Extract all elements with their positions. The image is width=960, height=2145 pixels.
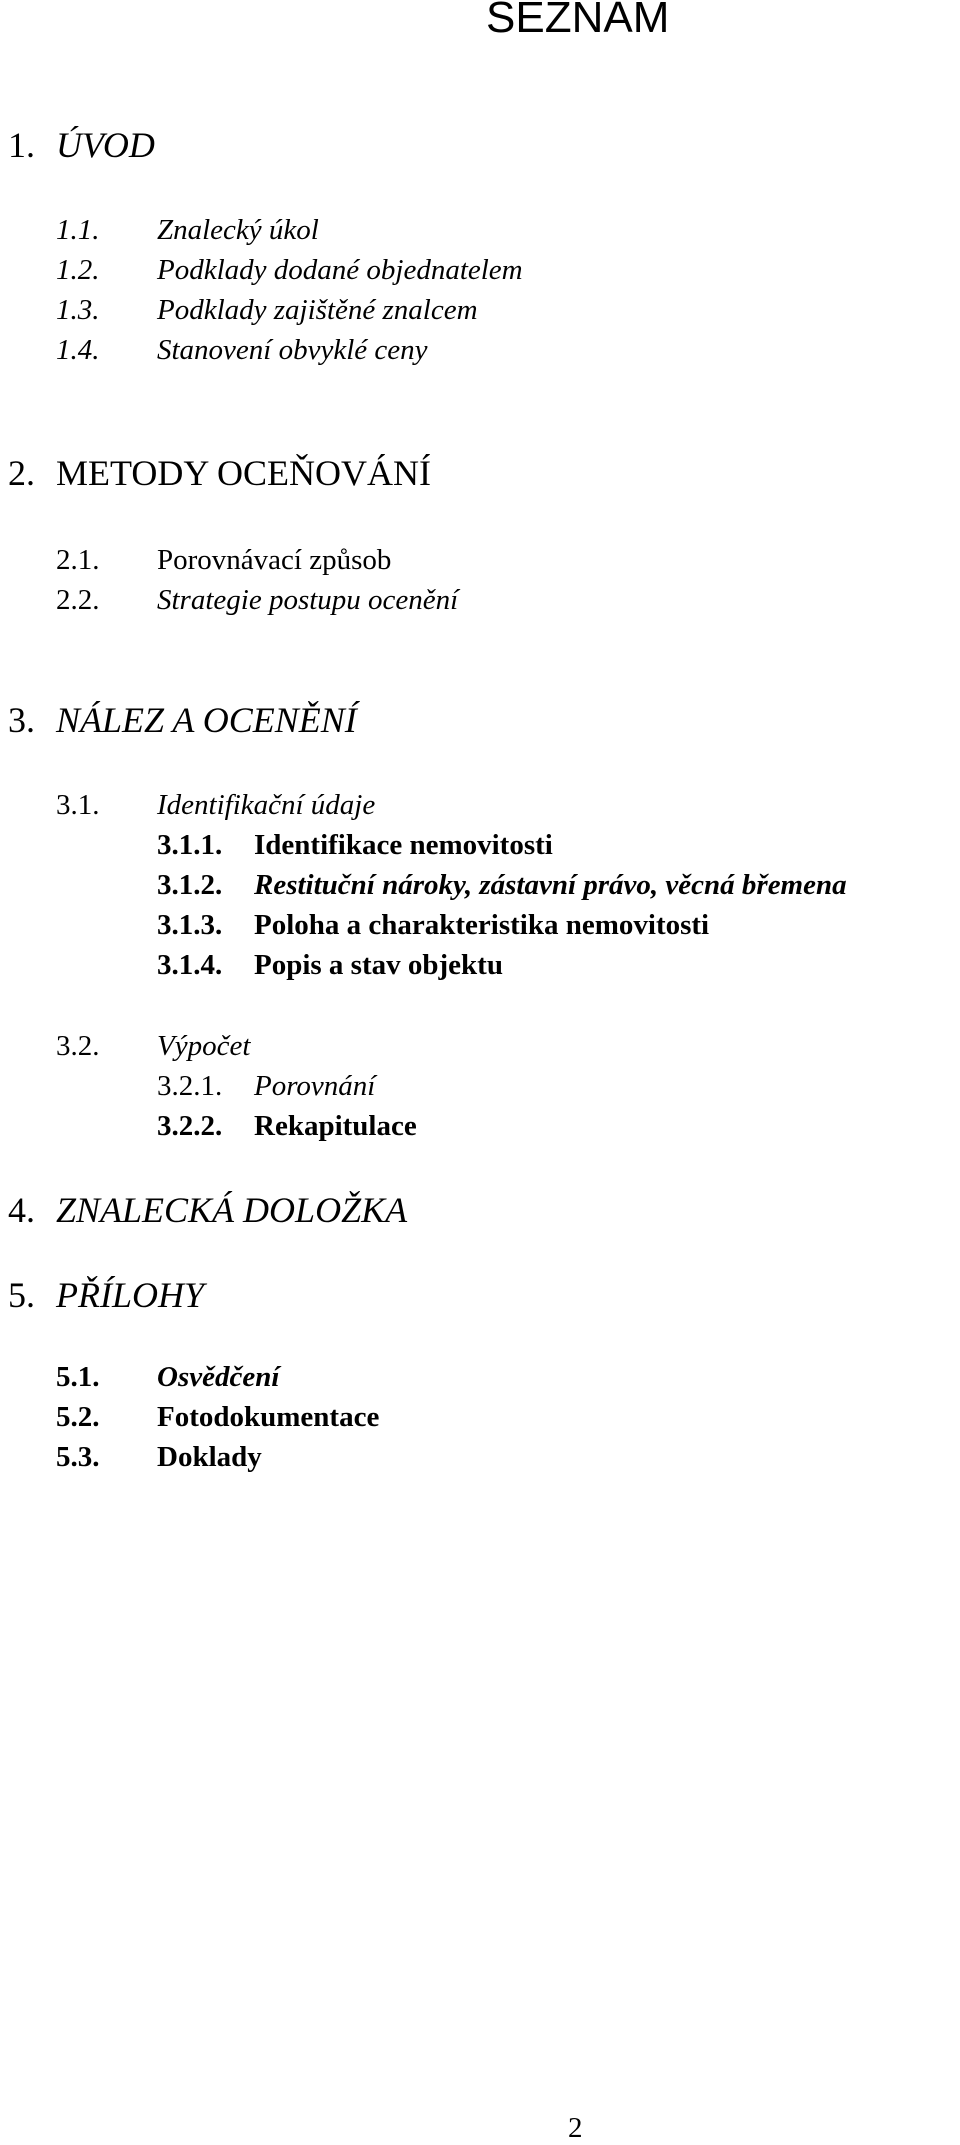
toc-number: 2. (8, 453, 35, 493)
page-title: SEZNAM (486, 0, 670, 42)
toc-number: 3.2.2. (157, 1110, 223, 1142)
toc-number: 3.1.3. (157, 909, 223, 941)
page-number: 2 (568, 2112, 583, 2144)
toc-label: ZNALECKÁ DOLOŽKA (56, 1190, 408, 1230)
toc-number: 1.3. (56, 294, 100, 326)
toc-number: 1.2. (56, 254, 100, 286)
toc-label: PŘÍLOHY (56, 1275, 205, 1315)
toc-number: 5.3. (56, 1441, 100, 1473)
toc-number: 5. (8, 1275, 35, 1315)
toc-number: 2.1. (56, 544, 100, 576)
toc-label: Identifikace nemovitosti (254, 829, 553, 861)
toc-label: Popis a stav objektu (254, 949, 503, 981)
toc-label: Osvědčení (157, 1361, 280, 1393)
toc-label: Porovnávací způsob (157, 544, 392, 576)
toc-label: ÚVOD (56, 125, 155, 165)
toc-label: Strategie postupu ocenění (157, 584, 459, 616)
toc-label: METODY OCEŇOVÁNÍ (56, 453, 431, 493)
toc-label: Rekapitulace (254, 1110, 417, 1142)
toc-label: Poloha a charakteristika nemovitosti (254, 909, 710, 941)
toc-label: Podklady zajištěné znalcem (157, 294, 478, 326)
toc-label: NÁLEZ A OCENĚNÍ (56, 700, 357, 740)
toc-number: 5.1. (56, 1361, 100, 1393)
toc-label: Stanovení obvyklé ceny (157, 334, 428, 366)
toc-number: 3.1.1. (157, 829, 223, 861)
toc-number: 3.1.2. (157, 869, 223, 901)
toc-label: Identifikační údaje (157, 789, 376, 821)
toc-number: 4. (8, 1190, 35, 1230)
toc-label: Porovnání (254, 1070, 376, 1102)
toc-label: Restituční nároky, zástavní právo, věcná břemena (254, 869, 847, 901)
toc-number: 3.1. (56, 789, 100, 821)
toc-number: 3.2.1. (157, 1070, 223, 1102)
toc-number: 1. (8, 125, 35, 165)
toc-number: 1.1. (56, 214, 100, 246)
toc-label: Fotodokumentace (157, 1401, 380, 1433)
toc-label: Výpočet (157, 1030, 251, 1062)
toc-number: 1.4. (56, 334, 100, 366)
toc-number: 3.1.4. (157, 949, 223, 981)
toc-number: 5.2. (56, 1401, 100, 1433)
toc-label: Podklady dodané objednatelem (157, 254, 523, 286)
toc-label: Znalecký úkol (157, 214, 319, 246)
toc-label: Doklady (157, 1441, 262, 1473)
toc-number: 2.2. (56, 584, 100, 616)
toc-number: 3.2. (56, 1030, 100, 1062)
toc-number: 3. (8, 700, 35, 740)
